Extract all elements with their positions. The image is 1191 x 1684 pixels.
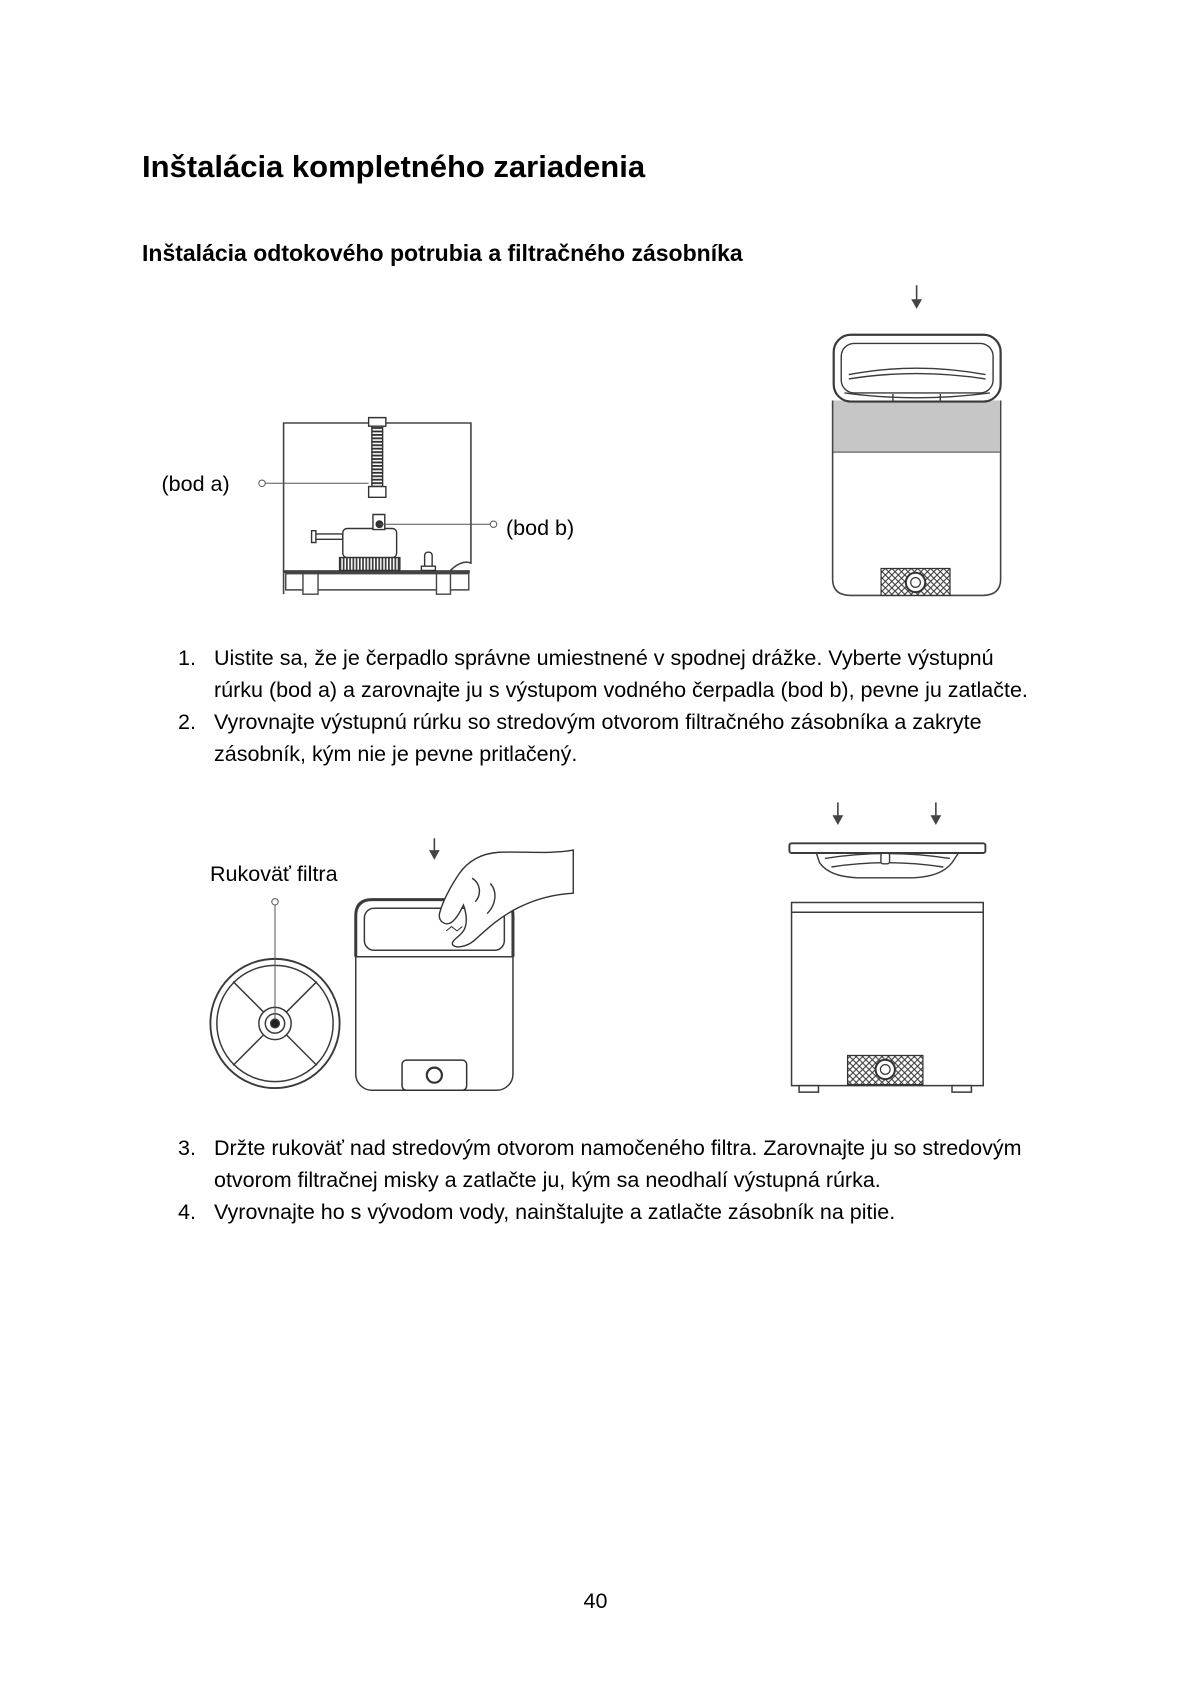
front-mesh-grille — [848, 1055, 923, 1084]
instruction-list-1 — [178, 642, 1042, 770]
tank-base — [283, 572, 469, 595]
step-text: Vyrovnajte ho s vývodom vody, nainštalujte a zatlačte zásobník na pitie. — [214, 1200, 896, 1224]
filter-tray — [833, 335, 1000, 402]
outlet-tube — [368, 418, 385, 498]
container-body — [832, 401, 1000, 596]
label-point-a: (bod a) — [161, 471, 230, 496]
list-item — [178, 1196, 1042, 1228]
pump-tank-illustration — [248, 409, 507, 603]
step-number: 4. — [178, 1200, 196, 1224]
power-button — [402, 1060, 467, 1090]
down-arrow-icon — [911, 285, 922, 309]
list-item — [178, 1132, 1042, 1196]
leader-line-point-a — [259, 480, 369, 486]
leader-line-point-b — [379, 521, 496, 527]
filter-container-illustration — [824, 282, 1007, 601]
step-text: Vyrovnajte výstupnú rúrku so stredovým otvorom filtračného zásobníka a zakryte zásobník, kým nie je pevne pritlačený. — [214, 710, 982, 766]
step-text: Uistite sa, že je čerpadlo správne umiestnené v spodnej drážke. Vyberte výstupnú rúrku (bod a) a zarovnajte ju s výstupom vodného čerpadla (bod b), pevne ju zatlačte. — [214, 646, 1028, 702]
down-arrow-icon-right — [930, 802, 941, 825]
step-number: 2. — [178, 710, 196, 734]
label-point-b: (bod b) — [506, 515, 575, 540]
section-subtitle: Inštalácia odtokového potrubia a filtračného zásobníka — [142, 240, 743, 266]
page-number: 40 — [583, 1589, 608, 1613]
top-cover — [789, 843, 985, 877]
list-item — [178, 642, 1042, 706]
front-mesh-grille — [881, 569, 950, 596]
suction-cup — [421, 552, 435, 570]
label-filter-handle: Rukoväť filtra — [210, 861, 338, 886]
step-text: Držte rukoväť nad stredovým otvorom namočeného filtra. Zarovnajte ju so stredovým otvorom filtračnej misky a zatlačte ju, kým sa neodhalí výstupná rúrka. — [214, 1136, 1022, 1192]
step-number: 3. — [178, 1136, 196, 1160]
instruction-list-2 — [178, 1132, 1042, 1228]
water-pump — [311, 515, 399, 571]
list-item — [178, 706, 1042, 770]
step-number: 1. — [178, 646, 196, 670]
page-title: Inštalácia kompletného zariadenia — [142, 149, 646, 184]
down-arrow-icon — [429, 838, 440, 860]
down-arrow-icon-left — [832, 802, 843, 825]
drinking-tank-illustration — [784, 797, 991, 1096]
